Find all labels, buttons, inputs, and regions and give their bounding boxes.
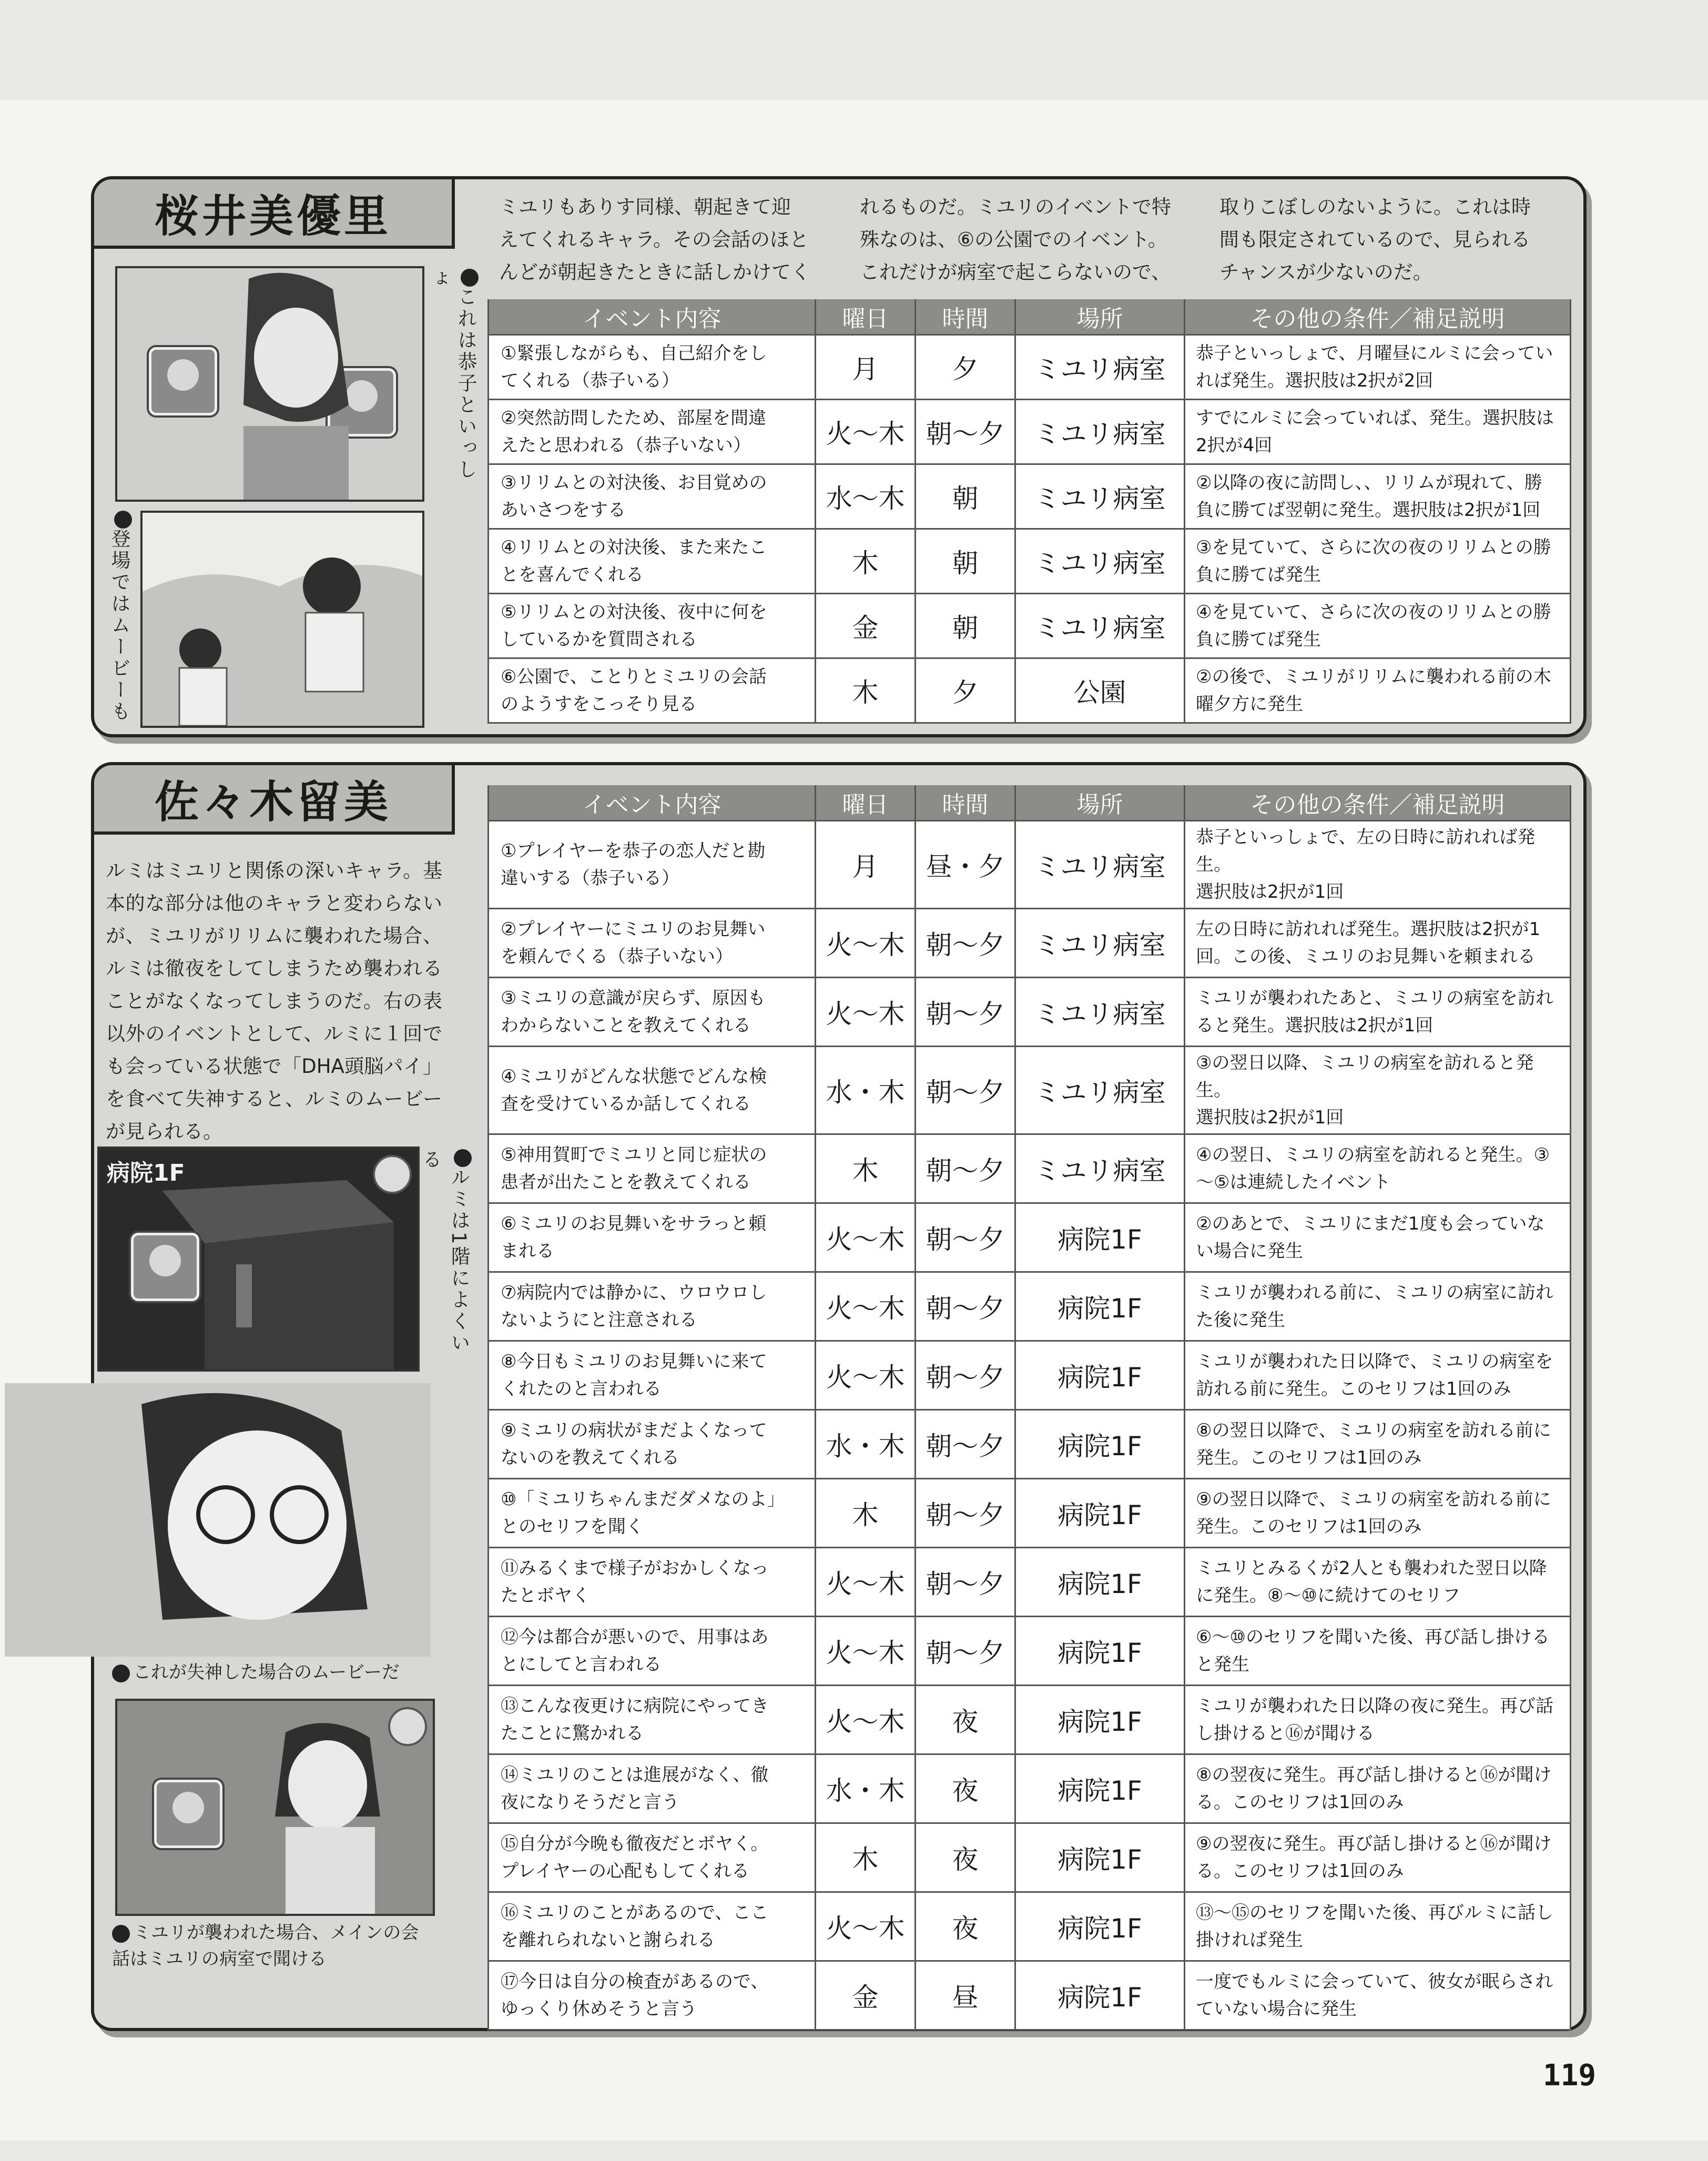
event-time: 昼・夕 <box>916 821 1015 909</box>
event-description-line: ⑤リリムとの対決後、夜中に何を <box>501 602 767 623</box>
event-note <box>1185 658 1571 723</box>
event-time: 朝〜夕 <box>916 1134 1015 1203</box>
event-description-line: 違いする（恭子いる） <box>501 868 679 889</box>
event-time: 夜 <box>916 1754 1015 1823</box>
event-note <box>1185 978 1571 1047</box>
event-description-line: たとボヤく <box>501 1585 590 1606</box>
table-row <box>489 1961 1571 2030</box>
event-note-line: ると発生。選択肢は2択が1回 <box>1196 1015 1434 1036</box>
rumi-glasses-illustration <box>5 1383 431 1657</box>
event-note <box>1185 529 1571 594</box>
event-note-line: た後に発生 <box>1196 1310 1285 1331</box>
caption-movie: 登場ではムービーも <box>105 511 135 732</box>
event-note-line: ミユリが襲われる前に、ミユリの病室に訪れ <box>1196 1282 1553 1303</box>
event-note-line: 訪れる前に発生。このセリフは1回のみ <box>1196 1378 1511 1399</box>
table-row <box>489 909 1571 978</box>
screenshot-faint-movie <box>5 1383 431 1657</box>
event-description-line: まれる <box>501 1241 554 1262</box>
event-description-line: ⑤神用賀町でミユリと同じ症状の <box>501 1144 767 1165</box>
event-description-line: ⑮自分が今晩も徹夜だとボヤく。 <box>501 1833 769 1854</box>
event-day: 火〜木 <box>816 1686 916 1754</box>
intro-text <box>499 191 1567 291</box>
event-time: 夜 <box>916 1823 1015 1892</box>
event-description-line: を離れられないと謝られる <box>501 1930 715 1951</box>
event-place: ミユリ病室 <box>1015 400 1185 464</box>
anime-girl-illustration <box>117 268 422 500</box>
event-time: 朝〜夕 <box>916 909 1015 978</box>
event-place: 病院1F <box>1015 1892 1185 1961</box>
column-header: その他の条件／補足説明 <box>1185 299 1571 335</box>
event-description-line: ③ミユリの意識が戻らず、原因も <box>501 988 766 1009</box>
arrow-up-icon <box>112 1925 130 1943</box>
event-description-line: 患者が出たことを教えてくれる <box>501 1172 751 1193</box>
table-body <box>489 335 1571 723</box>
event-note-line: ていない場合に発生 <box>1196 1998 1357 2020</box>
intro-line: んどが朝起きたときに話しかけてく <box>499 261 810 283</box>
event-note <box>1185 1686 1571 1754</box>
event-note <box>1185 1341 1571 1410</box>
event-description-line: ③リリムとの対決後、お目覚めの <box>501 472 767 493</box>
event-note-line: 掛ければ発生 <box>1196 1930 1303 1951</box>
table-row <box>489 1754 1571 1823</box>
screenshot-rumi-room <box>115 1699 435 1916</box>
event-description-line: ないのを教えてくれる <box>501 1447 679 1468</box>
table-row <box>489 1892 1571 1961</box>
event-description <box>489 658 816 723</box>
event-note <box>1185 1823 1571 1892</box>
screenshot-movie-scene <box>140 511 424 728</box>
event-description-line: とのセリフを聞く <box>501 1516 644 1537</box>
event-description-line: ⑫今は都合が悪いので、用事はあ <box>501 1627 769 1648</box>
event-time: 朝〜夕 <box>916 1479 1015 1548</box>
event-description <box>489 400 816 464</box>
event-note-line: 負に勝てば発生 <box>1196 564 1321 585</box>
column-header: その他の条件／補足説明 <box>1185 785 1571 821</box>
event-description-line: ⑥公園で、ことりとミユリの会話 <box>501 666 767 687</box>
event-note-line: ミユリが襲われた日以降の夜に発生。再び話 <box>1196 1696 1553 1717</box>
event-day: 木 <box>816 1134 916 1203</box>
event-note-line: 回。この後、ミユリのお見舞いを頼まれる <box>1196 946 1536 967</box>
event-note <box>1185 1410 1571 1479</box>
event-day: 水・木 <box>816 1754 916 1823</box>
event-day: 水・木 <box>816 1047 916 1134</box>
event-time: 朝〜夕 <box>916 400 1015 464</box>
event-description <box>489 594 816 658</box>
section-sasaki-rumi <box>91 762 1587 2031</box>
event-description-line: ②突然訪問したため、部屋を間違 <box>501 408 767 429</box>
event-time: 昼 <box>916 1961 1015 2030</box>
event-note-line: すでにルミに会っていれば、発生。選択肢は <box>1196 408 1554 429</box>
event-description-line: プレイヤーの心配もしてくれる <box>501 1861 749 1882</box>
event-description-line: とを喜んでくれる <box>501 564 644 585</box>
event-note <box>1185 1892 1571 1961</box>
event-description-line: ⑭ミユリのことは進展がなく、徹 <box>501 1764 769 1785</box>
column-header: 時間 <box>916 299 1015 335</box>
table-row <box>489 1203 1571 1272</box>
section-sakurai-miyuri <box>91 176 1587 737</box>
screenshot-miyuri-with-kyoko <box>115 266 424 502</box>
event-note <box>1185 821 1571 909</box>
table-header-row <box>489 299 1571 335</box>
intro-line: 間も限定されているので、見られる <box>1219 228 1531 251</box>
event-day: 木 <box>816 529 916 594</box>
event-note <box>1185 1203 1571 1272</box>
event-place: 病院1F <box>1015 1548 1185 1617</box>
event-description-line: ⑨ミユリの病状がまだよくなって <box>501 1420 767 1441</box>
event-time: 夕 <box>916 658 1015 723</box>
event-description-line: ⑧今日もミユリのお見舞いに来て <box>501 1351 767 1372</box>
event-note-line: ②のあとで、ミユリにまだ1度も会っていな <box>1196 1213 1545 1234</box>
event-description-line: わからないことを教えてくれる <box>501 1015 751 1036</box>
event-place: 病院1F <box>1015 1754 1185 1823</box>
intro-line: ミユリもありす同様、朝起きて迎 <box>499 196 791 218</box>
screenshot-hospital-1f <box>97 1147 420 1372</box>
event-note <box>1185 1617 1571 1686</box>
column-header: イベント内容 <box>489 299 816 335</box>
event-description-line: 査を受けているか話してくれる <box>501 1093 751 1114</box>
caption-rumi-floor: ルミは1階によくいる <box>416 1149 475 1370</box>
event-description-line: とにしてと言われる <box>501 1654 662 1675</box>
event-note-line: と発生 <box>1196 1654 1249 1675</box>
event-time: 朝〜夕 <box>916 1548 1015 1617</box>
arrow-up-icon <box>112 1665 130 1682</box>
table-row <box>489 335 1571 400</box>
event-note-line: ミユリが襲われた日以降で、ミユリの病室を <box>1196 1351 1553 1372</box>
event-place: 病院1F <box>1015 1272 1185 1341</box>
event-place: 病院1F <box>1015 1203 1185 1272</box>
event-note-line: ③の翌日以降、ミユリの病室を訪れると発生。 <box>1196 1052 1534 1101</box>
event-place: 公園 <box>1015 658 1185 723</box>
table-row <box>489 1272 1571 1341</box>
event-note <box>1185 1548 1571 1617</box>
table-row <box>489 1410 1571 1479</box>
location-label: 病院1F <box>107 1160 185 1186</box>
event-place: ミユリ病室 <box>1015 1134 1185 1203</box>
table-row <box>489 821 1571 909</box>
event-place: 病院1F <box>1015 1479 1185 1548</box>
column-header: 場所 <box>1015 299 1185 335</box>
event-time: 朝〜夕 <box>916 1272 1015 1341</box>
event-note-line: ④の翌日、ミユリの病室を訪れると発生。③ <box>1196 1144 1550 1165</box>
table-row <box>489 1047 1571 1134</box>
event-note-line: 左の日時に訪れれば発生。選択肢は2択が1 <box>1196 919 1541 940</box>
event-time: 朝 <box>916 464 1015 529</box>
event-description <box>489 1548 816 1617</box>
event-description-line: しているかを質問される <box>501 629 697 650</box>
event-day: 火〜木 <box>816 1617 916 1686</box>
event-note-line: れば発生。選択肢は2択が2回 <box>1196 370 1434 391</box>
table-row <box>489 400 1571 464</box>
event-place: ミユリ病室 <box>1015 978 1185 1047</box>
event-place: ミユリ病室 <box>1015 821 1185 909</box>
event-description <box>489 1341 816 1410</box>
event-place: ミユリ病室 <box>1015 529 1185 594</box>
table-row <box>489 1548 1571 1617</box>
event-time: 朝 <box>916 529 1015 594</box>
table-row <box>489 594 1571 658</box>
event-description-line: ⑦病院内では静かに、ウロウロし <box>501 1282 767 1303</box>
event-note-line: ⑧の翌夜に発生。再び話し掛けると⑯が聞け <box>1196 1764 1552 1785</box>
event-note <box>1185 909 1571 978</box>
event-time: 朝〜夕 <box>916 1047 1015 1134</box>
event-description-line: あいさつをする <box>501 500 626 521</box>
table-row <box>489 1823 1571 1892</box>
event-description <box>489 1961 816 2030</box>
table-row <box>489 1617 1571 1686</box>
event-note <box>1185 1479 1571 1548</box>
event-description <box>489 529 816 594</box>
event-place: ミユリ病室 <box>1015 464 1185 529</box>
event-description-line: ④ミユリがどんな状態でどんな検 <box>501 1066 767 1087</box>
event-place: 病院1F <box>1015 1617 1185 1686</box>
event-note-line: い場合に発生 <box>1196 1241 1303 1262</box>
event-description-line: 夜になりそうだと言う <box>501 1792 679 1813</box>
event-note-line: ミユリが襲われたあと、ミユリの病室を訪れ <box>1196 988 1553 1009</box>
event-place: ミユリ病室 <box>1015 594 1185 658</box>
event-description-line: てくれる（恭子いる） <box>501 370 679 391</box>
event-note-line: 負に勝てば翌朝に発生。選択肢は2択が1回 <box>1196 500 1541 521</box>
event-time: 夜 <box>916 1686 1015 1754</box>
event-note-line: 選択肢は2択が1回 <box>1196 1107 1344 1128</box>
event-day: 火〜木 <box>816 1272 916 1341</box>
event-description <box>489 1617 816 1686</box>
event-place: 病院1F <box>1015 1686 1185 1754</box>
event-day: 木 <box>816 658 916 723</box>
event-note-line: 恭子といっしょで、月曜昼にルミに会ってい <box>1196 343 1553 364</box>
event-day: 月 <box>816 821 916 909</box>
event-day: 木 <box>816 1479 916 1548</box>
event-description-line: ①緊張しながらも、自己紹介をし <box>501 343 767 364</box>
section-title: 桜井美優里 <box>94 179 455 249</box>
event-time: 朝〜夕 <box>916 1410 1015 1479</box>
intro-line: えてくれるキャラ。その会話のほと <box>499 228 809 251</box>
event-description-line: ⑯ミユリのことがあるので、ここ <box>501 1902 769 1923</box>
event-description <box>489 464 816 529</box>
event-description <box>489 821 816 909</box>
column-header: イベント内容 <box>489 785 816 821</box>
event-description <box>489 1047 816 1134</box>
caption-faint-movie: これが失神した場合のムービーだ <box>112 1659 400 1686</box>
event-description-line: を頼んでくる（恭子いない） <box>501 946 733 967</box>
intro-line: れるものだ。ミユリのイベントで特 <box>860 196 1171 218</box>
event-note-line: 〜⑤は連続したイベント <box>1196 1172 1391 1193</box>
arrow-icon <box>114 511 132 529</box>
event-description-line: ⑰今日は自分の検査があるので、 <box>501 1971 769 1992</box>
table-header-row <box>489 785 1571 821</box>
event-time: 夜 <box>916 1892 1015 1961</box>
event-note-line: 恭子といっしょで、左の日時に訪れれば発生。 <box>1196 827 1536 875</box>
event-note <box>1185 400 1571 464</box>
page-number: 119 <box>1543 2058 1597 2093</box>
event-note-line: ⑨の翌日以降で、ミユリの病室を訪れる前に <box>1196 1489 1551 1510</box>
event-note-line: に発生。⑧〜⑩に続けてのセリフ <box>1196 1585 1460 1606</box>
event-note <box>1185 1961 1571 2030</box>
event-place: ミユリ病室 <box>1015 335 1185 400</box>
event-description <box>489 1203 816 1272</box>
column-header: 曜日 <box>816 299 916 335</box>
intro-line: チャンスが少ないのだ。 <box>1219 261 1432 283</box>
column-header: 場所 <box>1015 785 1185 821</box>
event-day: 木 <box>816 1823 916 1892</box>
arrow-icon <box>454 1149 472 1167</box>
caption-miyuri-attacked: ミユリが襲われた場合、メインの会 話はミユリの病室で聞ける <box>112 1922 419 1970</box>
event-day: 火〜木 <box>816 1548 916 1617</box>
arrow-icon <box>461 269 479 287</box>
event-time: 朝〜夕 <box>916 1341 1015 1410</box>
event-description-line: ゆっくり休めそうと言う <box>501 1998 697 2020</box>
day-badge <box>388 1707 427 1746</box>
event-note-line: ⑨の翌夜に発生。再び話し掛けると⑯が聞け <box>1196 1833 1552 1854</box>
event-description-line: ないようにと注意される <box>501 1310 697 1331</box>
event-note-line: 一度でもルミに会っていて、彼女が眠らされ <box>1196 1971 1553 1992</box>
rumi-description: ルミはミユリと関係の深いキャラ。基本的な部分は他のキャラと変わらないが、ミユリがリリムに襲われた場合、ルミは徹夜をしてしまうため襲われることがなくなってしまうのだ。右の表以外のイベントとして、ルミに１回でも会っている状態で「DHA頭脳パイ」を食べて失神すると、ルミのムービーが見られる。 <box>106 859 442 1143</box>
table-row <box>489 978 1571 1047</box>
table-row <box>489 658 1571 723</box>
event-note-line: 選択肢は2択が1回 <box>1196 881 1344 902</box>
event-note-line: 負に勝てば発生 <box>1196 629 1321 650</box>
column-header: 時間 <box>916 785 1015 821</box>
event-note <box>1185 1754 1571 1823</box>
event-description <box>489 1479 816 1548</box>
event-description-line: ④リリムとの対決後、また来たこ <box>501 537 767 558</box>
movie-illustration <box>143 513 422 726</box>
event-day: 月 <box>816 335 916 400</box>
event-description <box>489 1754 816 1823</box>
event-note-line: 発生。このセリフは1回のみ <box>1196 1447 1422 1468</box>
event-note <box>1185 1047 1571 1134</box>
event-note-line: 曜夕方に発生 <box>1196 694 1303 715</box>
event-place: 病院1F <box>1015 1341 1185 1410</box>
event-note-line: ⑥〜⑩のセリフを聞いた後、再び話し掛ける <box>1196 1627 1550 1648</box>
event-time: 朝〜夕 <box>916 1617 1015 1686</box>
event-note <box>1185 464 1571 529</box>
event-description-line: くれたのと言われる <box>501 1378 662 1399</box>
event-note <box>1185 594 1571 658</box>
event-note <box>1185 1134 1571 1203</box>
event-description-line: ⑪みるくまで様子がおかしくなっ <box>501 1558 769 1579</box>
caption-kyoko: これは恭子といっしょ <box>423 269 482 500</box>
event-day: 火〜木 <box>816 1892 916 1961</box>
event-note-line: し掛けると⑯が聞ける <box>1196 1723 1375 1744</box>
event-description <box>489 335 816 400</box>
event-description <box>489 1686 816 1754</box>
event-note-line: 2択が4回 <box>1196 435 1273 456</box>
event-day: 火〜木 <box>816 400 916 464</box>
event-description <box>489 1410 816 1479</box>
event-place: ミユリ病室 <box>1015 909 1185 978</box>
column-header: 曜日 <box>816 785 916 821</box>
event-time: 朝〜夕 <box>916 978 1015 1047</box>
section-title: 佐々木留美 <box>94 765 455 835</box>
rumi-portrait-icon <box>154 1780 222 1848</box>
event-note-line: る。このセリフは1回のみ <box>1196 1861 1404 1882</box>
event-day: 水〜木 <box>816 464 916 529</box>
table-row <box>489 1686 1571 1754</box>
event-description-line: ①プレイヤーを恭子の恋人だと勘 <box>501 840 766 861</box>
intro-line: 殊なのは、⑥の公園でのイベント。 <box>860 228 1167 251</box>
event-place: 病院1F <box>1015 1410 1185 1479</box>
event-day: 水・木 <box>816 1410 916 1479</box>
table-row <box>489 529 1571 594</box>
event-note-line: 発生。このセリフは1回のみ <box>1196 1516 1422 1537</box>
event-table-rumi <box>487 785 1571 2031</box>
event-description-line: たことに驚かれる <box>501 1723 644 1744</box>
event-note-line: ②の後で、ミユリがリリムに襲われる前の木 <box>1196 666 1551 687</box>
event-table-miyuri <box>487 299 1571 724</box>
event-description-line: のようすをこっそり見る <box>501 694 697 715</box>
event-note-line: る。このセリフは1回のみ <box>1196 1792 1404 1813</box>
event-note <box>1185 335 1571 400</box>
rumi-portrait-icon <box>131 1233 199 1301</box>
event-note-line: ②以降の夜に訪問し、、リリムが現れて、勝 <box>1196 472 1542 493</box>
event-note-line: ミユリとみるくが2人とも襲われた翌日以降 <box>1196 1558 1547 1579</box>
event-place: 病院1F <box>1015 1961 1185 2030</box>
event-time: 朝 <box>916 594 1015 658</box>
table-row <box>489 464 1571 529</box>
event-description <box>489 1272 816 1341</box>
event-description <box>489 1823 816 1892</box>
event-day: 火〜木 <box>816 1341 916 1410</box>
event-description <box>489 978 816 1047</box>
event-note-line: ⑬〜⑮のセリフを聞いた後、再びルミに話し <box>1196 1902 1553 1923</box>
event-day: 火〜木 <box>816 1203 916 1272</box>
event-note-line: ⑧の翌日以降で、ミユリの病室を訪れる前に <box>1196 1420 1551 1441</box>
event-description-line: ⑬こんな夜更けに病院にやってき <box>501 1696 769 1717</box>
event-place: ミユリ病室 <box>1015 1047 1185 1134</box>
event-note-line: ④を見ていて、さらに次の夜のリリムとの勝 <box>1196 602 1551 623</box>
event-description-line: ⑥ミユリのお見舞いをサラっと頼 <box>501 1213 767 1234</box>
table-body <box>489 821 1571 2030</box>
event-description <box>489 1892 816 1961</box>
event-description <box>489 909 816 978</box>
table-row <box>489 1479 1571 1548</box>
event-day: 火〜木 <box>816 909 916 978</box>
event-description-line: ⑩「ミユリちゃんまだダメなのよ」 <box>501 1489 785 1510</box>
event-note <box>1185 1272 1571 1341</box>
intro-line: これだけが病室で起こらないので、 <box>860 261 1171 283</box>
event-day: 金 <box>816 1961 916 2030</box>
event-time: 朝〜夕 <box>916 1203 1015 1272</box>
event-day: 金 <box>816 594 916 658</box>
event-note-line: ③を見ていて、さらに次の夜のリリムとの勝 <box>1196 537 1551 558</box>
intro-line: 取りこぼしのないように。これは時 <box>1219 196 1531 218</box>
event-day: 火〜木 <box>816 978 916 1047</box>
table-row <box>489 1341 1571 1410</box>
event-description <box>489 1134 816 1203</box>
table-row <box>489 1134 1571 1203</box>
event-description-line: ②プレイヤーにミユリのお見舞い <box>501 919 766 940</box>
event-description-line: えたと思われる（恭子いない） <box>501 435 751 456</box>
event-place: 病院1F <box>1015 1823 1185 1892</box>
event-time: 夕 <box>916 335 1015 400</box>
